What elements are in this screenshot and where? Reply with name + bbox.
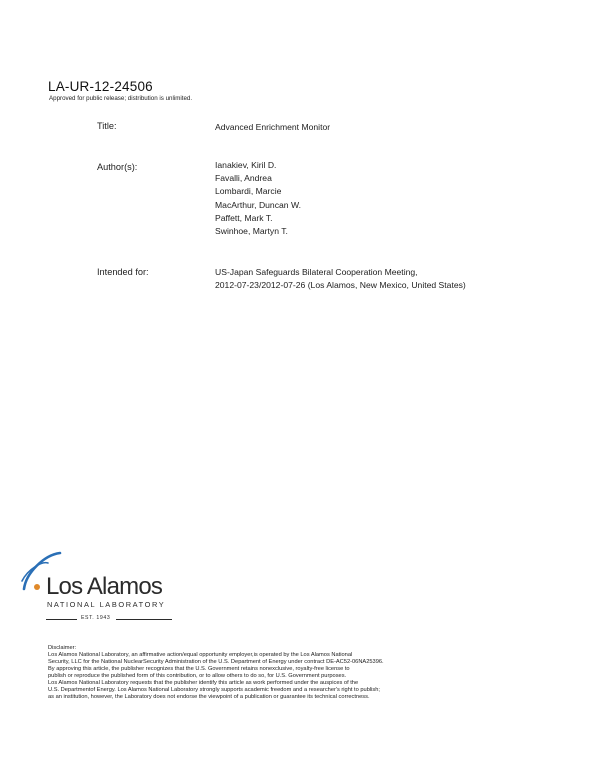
logo-wordmark: Los Alamos: [46, 573, 163, 600]
los-alamos-logo: [18, 545, 178, 625]
disclaimer-line: U.S. Departmentof Energy. Los Alamos National Laboratory strongly supports academic freedom and a researcher's right to publish;: [48, 687, 380, 694]
intended-for-line: 2012-07-23/2012-07-26 (Los Alamos, New Mexico, United States): [215, 280, 466, 291]
disclaimer-line: Los Alamos National Laboratory, an affirmative action/equal opportunity employer,is operated by the Los Alamos National: [48, 652, 353, 659]
author-name: Favalli, Andrea: [215, 173, 272, 184]
author-name: Paffett, Mark T.: [215, 212, 273, 223]
logo-subtitle: NATIONAL LABORATORY: [47, 600, 166, 609]
logo-divider: [46, 619, 77, 620]
logo-established: EST. 1943: [81, 615, 111, 621]
author-name: Ianakiev, Kiril D.: [215, 160, 277, 170]
logo-divider: [116, 619, 172, 620]
author-name: MacArthur, Duncan W.: [215, 199, 301, 210]
authors-label: Author(s):: [97, 162, 138, 172]
disclaimer-line: publish or reproduce the published form of this contribution, or to allow others to do so, for U.S. Government purposes.: [48, 673, 347, 680]
author-name: Swinhoe, Martyn T.: [215, 226, 288, 237]
disclaimer-heading: Disclaimer:: [48, 645, 77, 651]
intended-for-line: US-Japan Safeguards Bilateral Cooperation Meeting,: [215, 267, 418, 277]
author-name: Lombardi, Marcie: [215, 186, 282, 197]
disclaimer-line: as an institution, however, the Laboratory does not endorse the viewpoint of a publication or guarantee its technical correctness.: [48, 694, 370, 701]
title-label: Title:: [97, 121, 117, 131]
disclaimer-line: Security, LLC for the National NuclearSecurity Administration of the U.S. Department of Energy under contract DE-AC52-06NA25396.: [48, 659, 384, 666]
title-value: Advanced Enrichment Monitor: [215, 122, 331, 132]
release-note: Approved for public release; distribution is unlimited.: [49, 95, 193, 102]
report-number: LA-UR-12-24506: [48, 79, 153, 94]
disclaimer-line: Los Alamos National Laboratory requests that the publisher identify this article as work performed under the auspices of the: [48, 680, 359, 687]
authors-list: [215, 159, 301, 238]
disclaimer: [48, 645, 548, 701]
intended-for-value: [215, 266, 466, 292]
intended-for-label: Intended for:: [97, 267, 149, 277]
disclaimer-line: By approving this article, the publisher recognizes that the U.S. Government retains nonexclusive, royalty-free license to: [48, 666, 350, 673]
